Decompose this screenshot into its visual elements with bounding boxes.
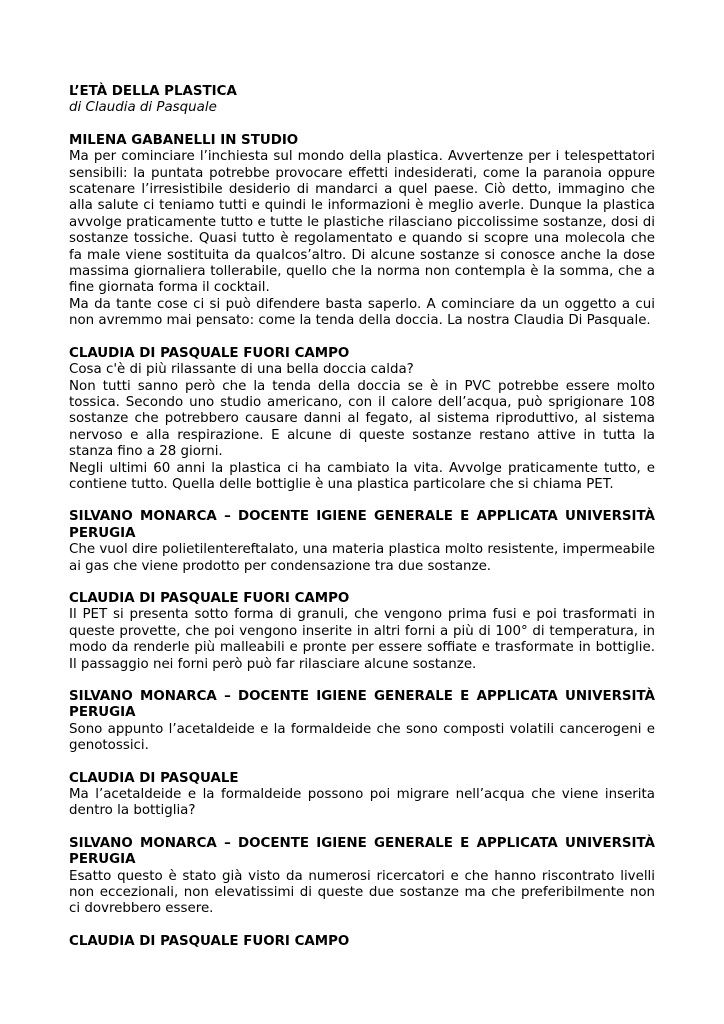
transcript-paragraph: Esatto questo è stato già visto da numerosi ricercatori e che hanno riscontrato livelli non eccezionali, non elevatissimi di queste due sostanze ma che preferibilmente non ci dovrebbero essere. [69, 868, 655, 917]
transcript-paragraph: Ma da tante cose ci si può difendere basta saperlo. A cominciare da un oggetto a cui non avremmo mai pensato: come la tenda della doccia. La nostra Claudia Di Pasquale. [69, 296, 655, 329]
document-author: di Claudia di Pasquale [69, 100, 217, 116]
document-page [69, 84, 655, 966]
transcript-block [69, 133, 655, 330]
transcript-block [69, 689, 655, 755]
transcript-paragraph: Il PET si presenta sotto forma di granuli, che vengono prima fusi e poi trasformati in queste provette, che poi vengono inserite in altri forni a più di 100° di temperatura, in modo da renderle più malleabili e pronte per essere soffiate e trasformate in bottiglie. Il passaggio nei forni però può far rilasciare alcune sostanze. [69, 607, 655, 672]
transcript-paragraph: Che vuol dire polietilentereftalato, una materia plastica molto resistente, impermeabile ai gas che viene prodotto per condensazione tra due sostanze. [69, 542, 655, 574]
speaker-heading: SILVANO MONARCA – DOCENTE IGIENE GENERALE E APPLICATA UNIVERSITÀ PERUGIA [69, 835, 655, 868]
transcript-paragraph: Negli ultimi 60 anni la plastica ci ha cambiato la vita. Avvolge praticamente tutto, e contiene tutto. Quella delle bottiglie è una plastica particolare che si chiama PET. [69, 460, 655, 492]
transcript-block [69, 771, 655, 820]
transcript-paragraph: Non tutti sanno però che la tenda della doccia se è in PVC potrebbe essere molto tossica. Secondo uno studio americano, con il calore dell’acqua, può sprigionare 108 sostanze che potrebbero causare danni al fegato, al sistema riproduttivo, al sistema nervoso e alla respirazione. E alcune di queste sostanze restano attive in tutta la stanza fino a 28 giorni. [69, 378, 655, 460]
speaker-heading: SILVANO MONARCA – DOCENTE IGIENE GENERALE E APPLICATA UNIVERSITÀ PERUGIA [69, 689, 655, 721]
transcript-block [69, 591, 655, 673]
speaker-heading: CLAUDIA DI PASQUALE [69, 770, 239, 786]
speaker-heading: CLAUDIA DI PASQUALE FUORI CAMPO [69, 345, 350, 361]
speaker-heading: CLAUDIA DI PASQUALE FUORI CAMPO [69, 590, 350, 606]
transcript-block [69, 509, 655, 575]
transcript-paragraph: Sono appunto l’acetaldeide e la formaldeide che sono composti volatili cancerogeni e genotossici. [69, 721, 655, 754]
document-title: L’ETÀ DELLA PLASTICA [69, 84, 237, 99]
speaker-heading: CLAUDIA DI PASQUALE FUORI CAMPO [69, 933, 350, 949]
transcript-block [69, 934, 655, 950]
speaker-heading: MILENA GABANELLI IN STUDIO [69, 132, 299, 148]
transcript-paragraph: Ma l’acetaldeide e la formaldeide possono poi migrare nell’acqua che viene inserita dentro la bottiglia? [69, 787, 655, 819]
transcript-body [69, 133, 655, 950]
transcript-paragraph: Cosa c'è di più rilassante di una bella doccia calda? [69, 362, 414, 378]
speaker-heading: SILVANO MONARCA – DOCENTE IGIENE GENERALE E APPLICATA UNIVERSITÀ PERUGIA [69, 509, 655, 541]
transcript-paragraph: Ma per cominciare l’inchiesta sul mondo della plastica. Avvertenze per i telespettatori sensibili: la puntata potrebbe provocare effetti indesiderati, come la paranoia oppure scatenare l’irresistibile desiderio di mandarci a quel paese. Ciò detto, immagino che alla salute ci teniamo tutti e quindi le informazioni è meglio averle. Dunque la plastica avvolge praticamente tutto e tutte le plastiche rilasciano piccolissime sostanze, dosi di sostanze tossiche. Quasi tutto è regolamentato e quando si scopre una molecola che fa male viene sostituita da qualcos’altro. Di alcune sostanze si conosce anche la dose massima giornaliera tollerabile, quello che la norma non contempla è la somma, che a fine giornata forma il cocktail. [69, 149, 655, 296]
transcript-block [69, 346, 655, 494]
transcript-block [69, 836, 655, 918]
